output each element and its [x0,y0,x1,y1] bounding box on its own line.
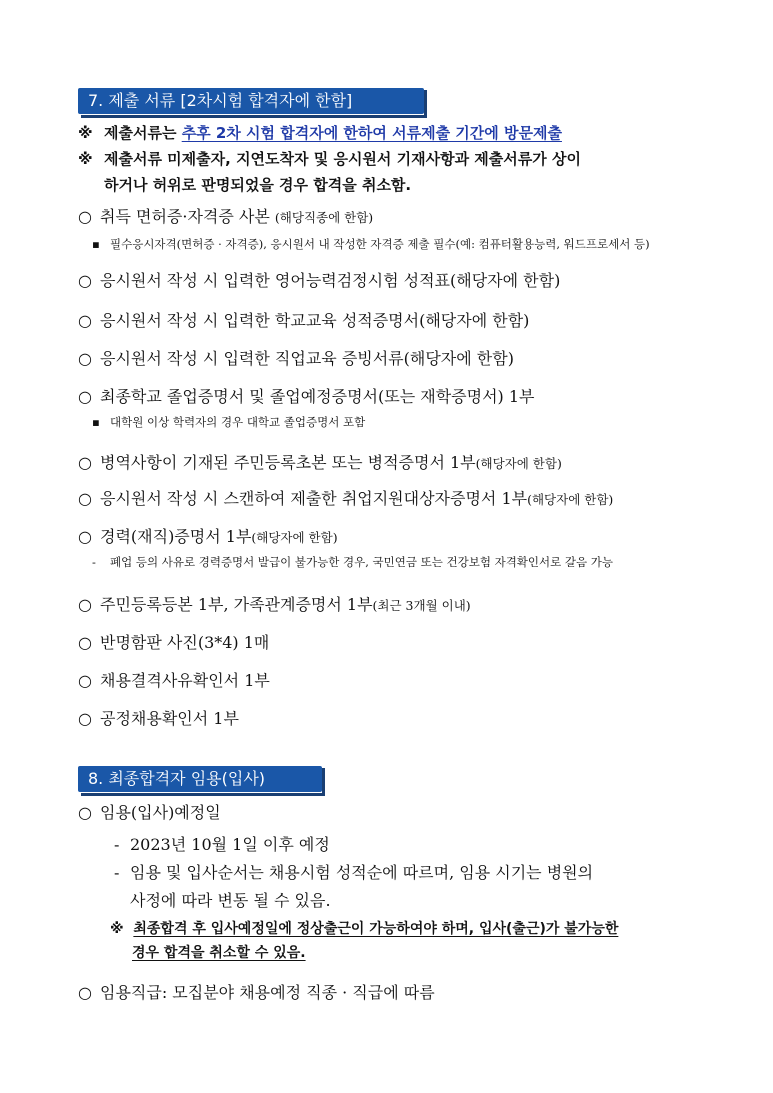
doc-item-employment-support [78,486,613,509]
section8-title: 8. 최종합격자 임용(입사) [78,766,322,792]
appoint-rank-item [78,980,435,1003]
sub-item-required-cert [92,236,650,252]
item-text: 응시원서 작성 시 입력한 직업교육 증빙서류(해당자에 한함) [100,349,514,368]
header-shadow-bottom [81,115,427,118]
doc-item-license-copy [78,204,373,227]
circle-bullet: ○ [78,595,92,614]
detail-line1: 임용 및 입사순서는 채용시험 성적순에 따르며, 임용 시기는 병원의 [130,863,594,882]
item-text: 경력(재직)증명서 1부 [100,527,252,546]
detail-text: 2023년 10월 1일 이후 예정 [130,835,330,854]
circle-bullet: ○ [78,453,92,472]
circle-bullet: ○ [78,311,92,330]
circle-bullet: ○ [78,349,92,368]
note-text: 제출서류는 [104,124,182,142]
section7-title: 7. 제출 서류 [2차시험 합격자에 한함] [78,88,424,114]
header-shadow-right [424,90,427,118]
reference-mark: ※ [78,124,93,142]
square-bullet: ▪ [92,237,100,251]
note-highlight: 추후 2차 시험 합격자에 한하여 서류제출 기간에 방문제출 [181,124,562,142]
doc-item-vocational-proof [78,346,514,369]
note-line1: 제출서류 미제출자, 지연도착자 및 응시원서 기재사항과 제출서류가 상이 [104,150,581,168]
appoint-order-detail-cont [130,888,331,911]
appoint-date-detail [114,832,330,855]
circle-bullet: ○ [78,207,92,226]
square-bullet: ▪ [92,415,100,429]
item-note: (해당자에 한함) [527,492,614,507]
note-cancel-condition-cont [78,172,581,198]
circle-bullet: ○ [78,527,92,546]
dash-bullet: - [92,555,96,569]
doc-item-english-score [78,268,560,291]
item-text: 취득 면허증·자격증 사본 [100,207,270,226]
item-text: 병역사항이 기재된 주민등록초본 또는 병적증명서 1부 [100,453,476,472]
dash-bullet: - [114,835,120,854]
circle-bullet: ○ [78,803,92,822]
circle-bullet: ○ [78,709,92,728]
reference-mark: ※ [78,150,93,168]
doc-item-career-cert [78,524,338,547]
appoint-cancel-note [110,918,618,938]
item-text: 임용직급: 모집분야 채용예정 직종 · 직급에 따름 [100,983,435,1002]
item-text: 주민등록등본 1부, 가족관계증명서 1부 [100,595,373,614]
note-line1: 최종합격 후 입사예정일에 정상출근이 가능하여야 하며, 입사(출근)가 불가능한 [133,921,619,937]
header-shadow-right [322,768,325,796]
sub-item-career-alt [92,554,613,570]
sub-text: 폐업 등의 사유로 경력증명서 발급이 불가능한 경우, 국민연금 또는 건강보험 자격확인서로 갈음 가능 [110,555,613,569]
item-text: 최종학교 졸업증명서 및 졸업예정증명서(또는 재학증명서) 1부 [100,387,535,406]
reference-mark: ※ [110,921,124,937]
doc-item-school-transcript [78,308,529,331]
circle-bullet: ○ [78,633,92,652]
item-note: (최근 3개월 이내) [372,598,471,613]
item-note: (해당자에 한함) [251,530,338,545]
doc-item-fair-hiring [78,706,239,729]
circle-bullet: ○ [78,387,92,406]
item-note: (해당자에 한함) [475,456,562,471]
item-text: 응시원서 작성 시 입력한 영어능력검정시험 성적표(해당자에 한함) [100,271,561,290]
circle-bullet: ○ [78,271,92,290]
sub-text: 필수응시자격(면허증 · 자격증), 응시원서 내 작성한 자격증 제출 필수(예: 컴퓨터활용능력, 워드프로세서 등) [110,237,650,251]
note-submit-method [78,120,581,146]
detail-line2: 사정에 따라 변동 될 수 있음. [130,891,331,910]
header-shadow-bottom [81,793,325,796]
item-note: (해당직종에 한함) [274,210,374,225]
note-cancel-condition [78,146,581,172]
doc-item-photo [78,630,269,653]
appoint-date-item [78,800,221,823]
sub-text: 대학원 이상 학력자의 경우 대학교 졸업증명서 포함 [110,415,366,429]
appoint-cancel-note-cont [132,942,306,962]
note-line2: 하거나 허위로 판명되었을 경우 합격을 취소함. [104,176,412,194]
item-text: 채용결격사유확인서 1부 [100,671,270,690]
sub-item-grad-school [92,414,365,430]
item-text: 응시원서 작성 시 입력한 학교교육 성적증명서(해당자에 한함) [100,311,530,330]
section7-notes [78,120,581,198]
doc-item-graduation-cert [78,384,535,407]
circle-bullet: ○ [78,983,92,1002]
doc-item-disqualification-check [78,668,270,691]
item-text: 임용(입사)예정일 [100,803,221,822]
dash-bullet: - [114,863,120,882]
doc-item-military [78,450,562,473]
item-text: 반명함판 사진(3*4) 1매 [100,633,270,652]
doc-item-resident-register [78,592,471,615]
circle-bullet: ○ [78,671,92,690]
item-text: 응시원서 작성 시 스캔하여 제출한 취업지원대상자증명서 1부 [100,489,528,508]
appoint-order-detail [114,860,593,883]
item-text: 공정채용확인서 1부 [100,709,239,728]
circle-bullet: ○ [78,489,92,508]
note-line2: 경우 합격을 취소할 수 있음. [132,945,306,961]
